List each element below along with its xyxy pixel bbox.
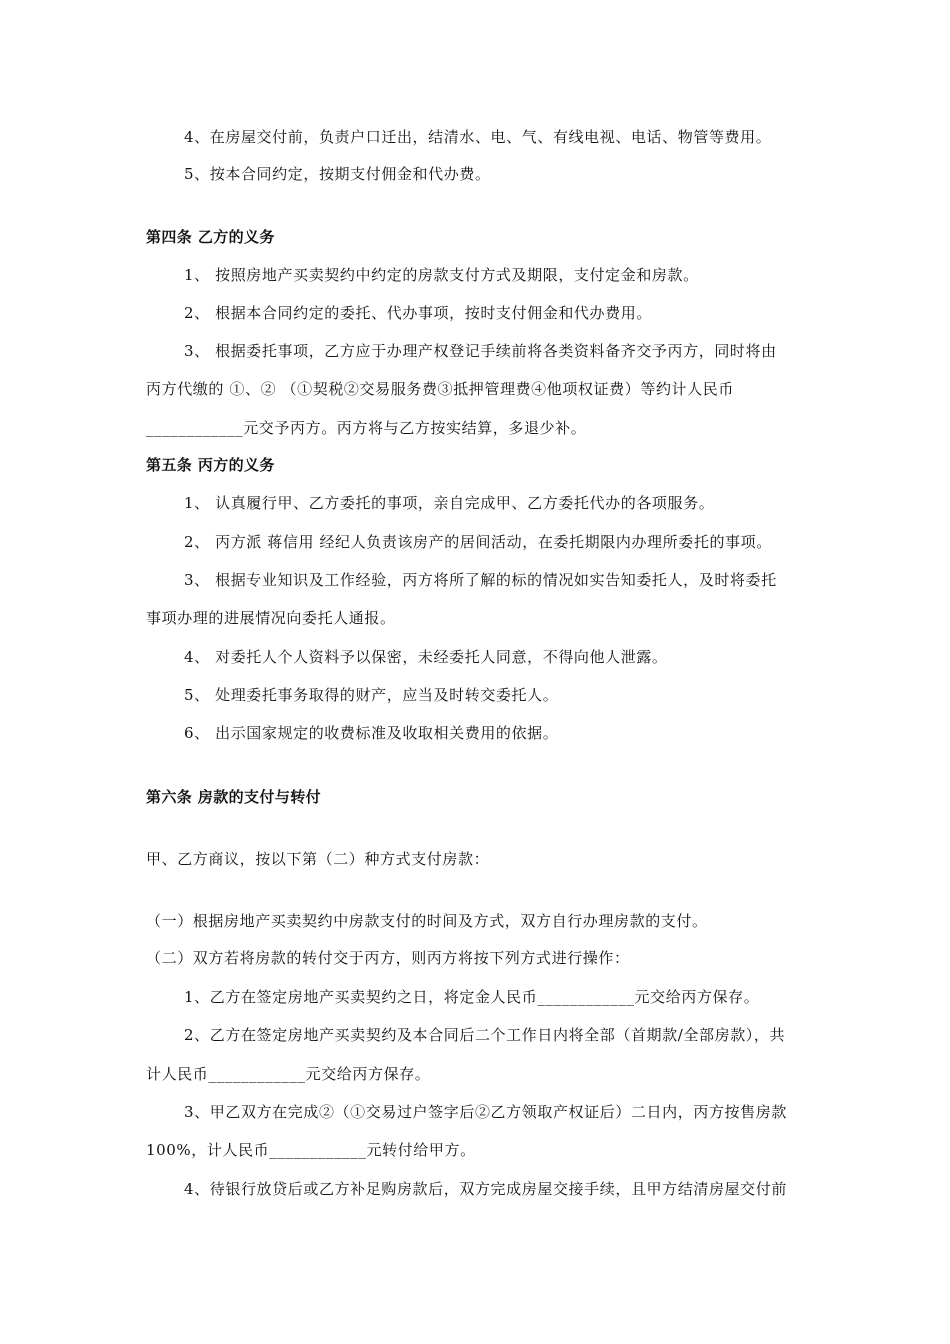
obligation-c-item-5: 5、 处理委托事务取得的财产，应当及时转交委托人。 [184, 686, 559, 704]
payment-step-4: 4、待银行放贷后或乙方补足购房款后，双方完成房屋交接手续，且甲方结清房屋交付前 [184, 1180, 787, 1198]
obligation-b-item-1: 1、 按照房地产买卖契约中约定的房款支付方式及期限，支付定金和房款。 [184, 266, 699, 284]
payment-method-intro: 甲、乙方商议，按以下第（二）种方式支付房款： [146, 850, 490, 868]
section-heading-article-6: 第六条 房款的支付与转付 [146, 788, 322, 806]
payment-step-3-cont: 100%，计人民币____________元转付给甲方。 [146, 1141, 476, 1159]
payment-option-1: （一）根据房地产买卖契约中房款支付的时间及方式，双方自行办理房款的支付。 [146, 912, 708, 930]
payment-step-2-cont: 计人民币____________元交给丙方保存。 [146, 1065, 431, 1083]
payment-step-1: 1、乙方在签定房地产买卖契约之日，将定金人民币____________元交给丙方保存。 [184, 988, 760, 1006]
obligation-b-item-2: 2、 根据本合同约定的委托、代办事项，按时支付佣金和代办费用。 [184, 304, 652, 322]
obligation-c-item-3-cont: 事项办理的进展情况向委托人通报。 [146, 609, 396, 627]
obligation-c-item-4: 4、 对委托人个人资料予以保密，未经委托人同意，不得向他人泄露。 [184, 648, 668, 666]
obligation-c-item-3: 3、 根据专业知识及工作经验，丙方将所了解的标的情况如实告知委托人，及时将委托 [184, 571, 777, 589]
obligation-b-item-3-cont: 丙方代缴的 ①、② （①契税②交易服务费③抵押管理费④他项权证费）等约计人民币 [146, 380, 734, 398]
payment-step-2: 2、乙方在签定房地产买卖契约及本合同后二个工作日内将全部（首期款/全部房款），共 [184, 1026, 786, 1044]
obligation-c-item-2: 2、 丙方派 蒋信用 经纪人负责该房产的居间活动，在委托期限内办理所委托的事项。 [184, 533, 772, 551]
payment-step-3: 3、甲乙双方在完成②（①交易过户签字后②乙方领取产权证后）二日内，丙方按售房款 [184, 1103, 787, 1121]
obligation-c-item-6: 6、 出示国家规定的收费标准及收取相关费用的依据。 [184, 724, 559, 742]
obligation-c-item-1: 1、 认真履行甲、乙方委托的事项，亲自完成甲、乙方委托代办的各项服务。 [184, 494, 715, 512]
section-heading-article-5: 第五条 丙方的义务 [146, 456, 275, 474]
obligation-b-item-3-cont2: ____________元交予丙方。丙方将与乙方按实结算，多退少补。 [146, 419, 587, 437]
obligation-b-item-3: 3、 根据委托事项，乙方应于办理产权登记手续前将各类资料备齐交予丙方，同时将由 [184, 342, 777, 360]
section-heading-article-4: 第四条 乙方的义务 [146, 228, 275, 246]
obligation-a-item-4: 4、在房屋交付前，负责户口迁出，结清水、电、气、有线电视、电话、物管等费用。 [184, 128, 772, 146]
obligation-a-item-5: 5、按本合同约定，按期支付佣金和代办费。 [184, 165, 491, 183]
payment-option-2: （二）双方若将房款的转付交于丙方，则丙方将按下列方式进行操作： [146, 949, 630, 967]
